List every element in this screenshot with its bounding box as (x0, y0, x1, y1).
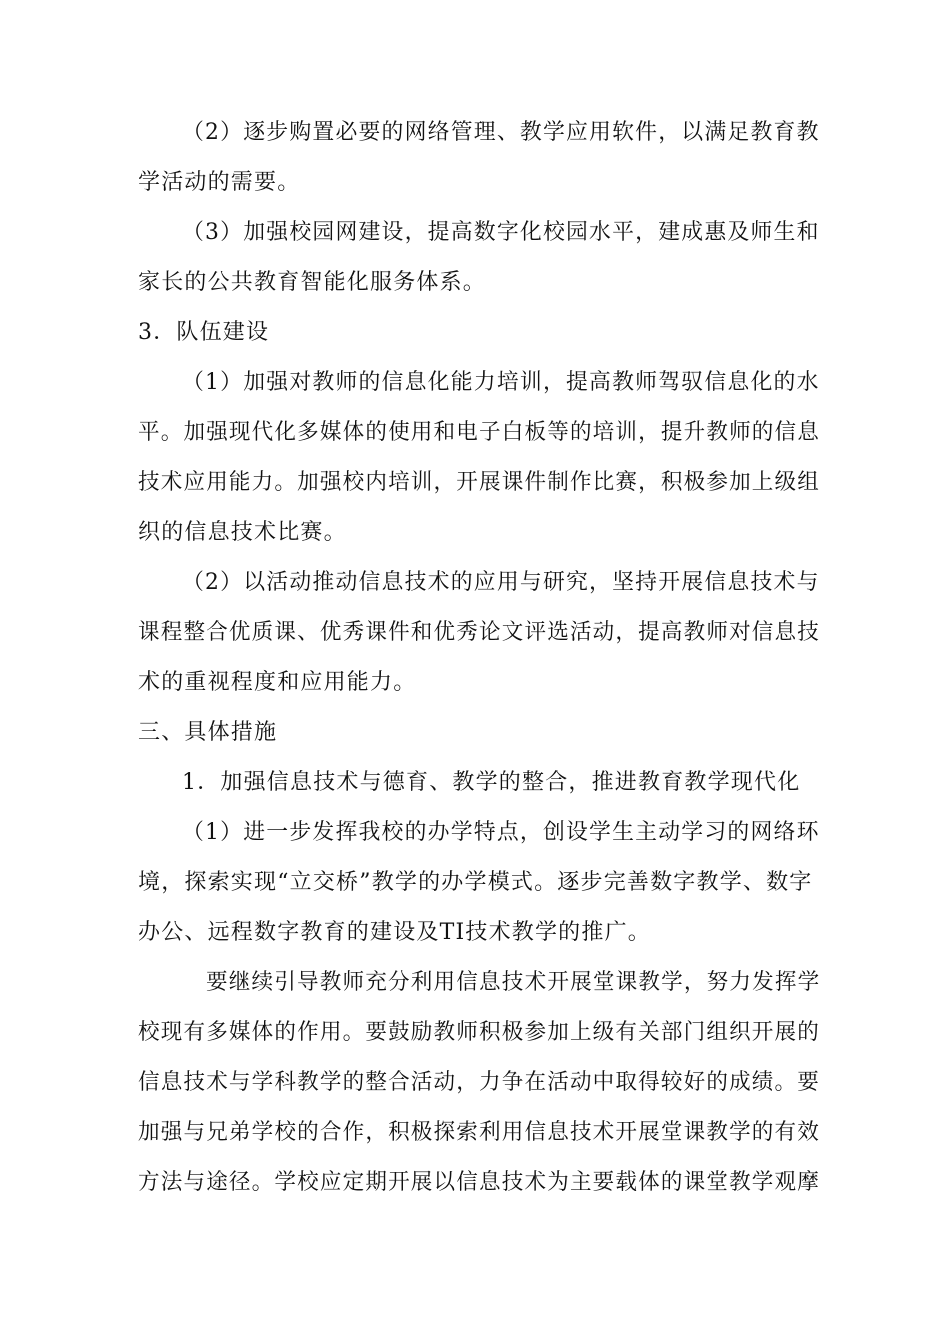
paragraph-line: （1）进一步发挥我校的办学特点，创设学生主动学习的网络环 (182, 820, 820, 845)
section-heading: 3．队伍建设 (138, 320, 270, 345)
paragraph-line: 课程整合优质课、优秀课件和优秀论文评选活动，提高教师对信息技 (138, 620, 821, 645)
section-heading: 三、具体措施 (138, 720, 278, 745)
paragraph-line: （2）以活动推动信息技术的应用与研究，坚持开展信息技术与 (182, 570, 820, 595)
paragraph-line: 信息技术与学科教学的整合活动，力争在活动中取得较好的成绩。要 (138, 1070, 821, 1095)
paragraph-line: 织的信息技术比赛。 (138, 520, 347, 545)
paragraph-line: 校现有多媒体的作用。要鼓励教师积极参加上级有关部门组织开展的 (138, 1020, 821, 1045)
paragraph-line: 技术应用能力。加强校内培训，开展课件制作比赛，积极参加上级组 (138, 470, 821, 495)
paragraph-line: 家长的公共教育智能化服务体系。 (138, 270, 487, 295)
paragraph-line: 学活动的需要。 (138, 170, 301, 195)
paragraph-line: 要继续引导教师充分利用信息技术开展堂课教学，努力发挥学 (206, 970, 821, 995)
paragraph-line: 办公、远程数字教育的建设及TI技术教学的推广。 (138, 920, 651, 945)
paragraph-line: （2）逐步购置必要的网络管理、教学应用软件，以满足教育教 (182, 120, 820, 145)
paragraph-line: （1）加强对教师的信息化能力培训，提高教师驾驭信息化的水 (182, 370, 820, 395)
paragraph-line: 方法与途径。学校应定期开展以信息技术为主要载体的课堂教学观摩 (138, 1170, 821, 1195)
paragraph-line: 术的重视程度和应用能力。 (138, 670, 417, 695)
paragraph-line: 加强与兄弟学校的合作，积极探索利用信息技术开展堂课教学的有效 (138, 1120, 821, 1145)
paragraph-line: 平。加强现代化多媒体的使用和电子白板等的培训，提升教师的信息 (138, 420, 821, 445)
paragraph-line: 境，探索实现“立交桥”教学的办学模式。逐步完善数字教学、数字 (138, 870, 813, 895)
paragraph-line: （3）加强校园网建设，提高数字化校园水平，建成惠及师生和 (182, 220, 820, 245)
subsection-heading: 1．加强信息技术与德育、教学的整合，推进教育教学现代化 (182, 770, 801, 795)
